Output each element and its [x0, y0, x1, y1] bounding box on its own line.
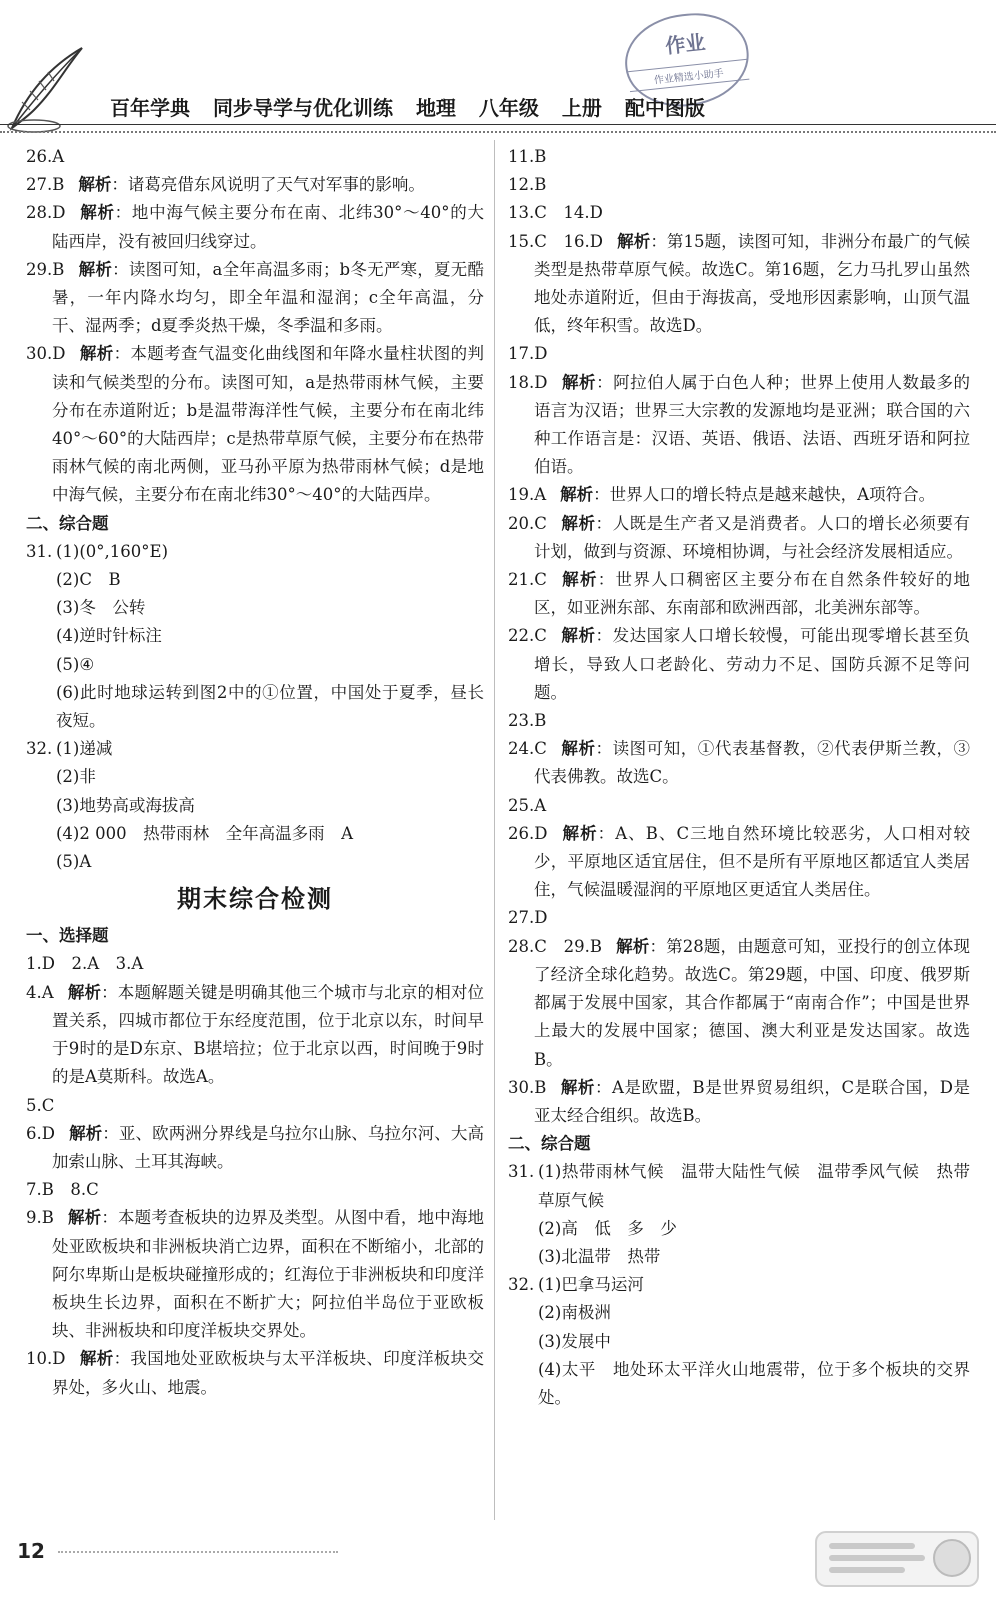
answer-number: 17.D	[508, 344, 548, 364]
sub-answer: (4)太平 地处环太平洋火山地震带，位于多个板块的交界处。	[538, 1359, 970, 1407]
answer-item	[26, 171, 484, 199]
header-rule	[0, 124, 996, 133]
answer-number: 27.D	[508, 908, 548, 928]
answer-number: 27.B	[26, 175, 65, 195]
answer-number: 15.C 16.D	[508, 231, 604, 251]
question-31-number: 31.	[508, 1162, 535, 1182]
answer-number: 10.D	[26, 1349, 66, 1369]
answer-list-left	[26, 143, 484, 510]
answer-item	[26, 1345, 484, 1401]
site-logo-icon	[812, 1528, 982, 1590]
analysis-text: ：世界人口的增长特点是越来越快，A项符合。	[593, 485, 936, 505]
answer-item	[508, 340, 970, 368]
analysis-text: ：本题考查气温变化曲线图和年降水量柱状图的判读和气候类型的分布。读图可知，a是热带雨林气候，主要分布在赤道附近；b是温带海洋性气候，主要分布在南北纬40°～60°的大陆西岸；c是热带草原气候，主要分布在热带雨林气候的南北两侧，亚马孙平原为热带雨林气候；d是地中海气候，主要分布在南北纬30°～40°的大陆西岸。	[52, 344, 485, 505]
question-32-answers	[56, 735, 484, 876]
analysis-text: ：本题解题关键是明确其他三个城市与北京的相对位置关系，四城市都位于东经度范围，位于北京以东，时间早于9时的是D东京、B堪培拉；位于北京以西，时间晚于9时的是A莫斯科。故选A。	[52, 982, 485, 1087]
answer-number: 6.D	[26, 1123, 55, 1143]
section-heading: 二、综合题	[508, 1134, 591, 1154]
answer-number: 30.D	[26, 344, 66, 364]
analysis-text: ：本题考查板块的边界及类型。从图中看，地中海地处亚欧板块和非洲板块消亡边界，面积在不断缩小，北部的阿尔卑斯山是板块碰撞形成的；红海位于非洲板块和印度洋板块生长边界，面积在不断扩大；阿拉伯半岛位于亚欧板块、非洲板块和印度洋板块交界处。	[52, 1208, 485, 1341]
sub-answer: (4)2 000 热带雨林 全年高温多雨 A	[56, 823, 354, 843]
analysis-label: 解析	[616, 936, 650, 956]
analysis-label: 解析	[79, 1349, 114, 1369]
answer-item	[26, 1092, 484, 1120]
answer-number: 9.B	[26, 1208, 54, 1228]
answer-number: 25.A	[508, 795, 547, 815]
volume: 上册	[561, 96, 602, 120]
answer-item	[26, 950, 484, 978]
edition: 配中图版	[624, 96, 705, 120]
sub-answer: (2)非	[56, 767, 96, 787]
section-heading: 一、选择题	[26, 926, 109, 946]
answer-number: 4.A	[26, 982, 54, 1002]
answer-number: 7.B 8.C	[26, 1180, 99, 1200]
answer-number: 23.B	[508, 711, 547, 731]
analysis-text: ：我国地处亚欧板块与太平洋板块、印度洋板块交界处，多火山、地震。	[52, 1349, 485, 1397]
sub-answer: (3)发展中	[538, 1331, 611, 1351]
analysis-label: 解析	[78, 259, 113, 279]
analysis-label: 解析	[67, 982, 102, 1002]
answer-number: 5.C	[26, 1095, 55, 1115]
answer-number: 19.A	[508, 485, 547, 505]
answer-number: 21.C	[508, 570, 547, 590]
answer-item	[26, 979, 484, 1092]
analysis-text: ：第28题，由题意可知，亚投行的创立体现了经济全球化趋势。故选C。第29题，中国、印度、俄罗斯都属于发展中国家，其合作都属于“南南合作”；中国是世界上最大的发展中国家；德国、澳大利亚是发达国家。故选B。	[534, 936, 971, 1069]
sub-answer: (5)④	[56, 654, 95, 674]
answer-number: 26.D	[508, 823, 548, 843]
answer-item	[508, 707, 970, 735]
sub-answer: (2)C B	[56, 570, 121, 590]
brand: 百年学典	[110, 96, 190, 120]
answer-number: 22.C	[508, 626, 547, 646]
answer-item	[508, 228, 970, 341]
section-heading: 二、综合题	[26, 513, 109, 533]
answer-item	[26, 340, 484, 509]
answer-item	[26, 1176, 484, 1204]
analysis-text: ：地中海气候主要分布在南、北纬30°～40°的大陆西岸，没有被回归线穿过。	[52, 203, 484, 251]
answer-item	[26, 256, 484, 341]
sub-answer: (2)南极洲	[538, 1303, 611, 1323]
exam-title: 期末综合检测	[177, 885, 333, 914]
analysis-text: ：A是欧盟，B是世界贸易组织，C是联合国，D是亚太经合组织。故选B。	[534, 1077, 970, 1125]
series: 同步导学与优化训练	[212, 96, 393, 120]
subject: 地理	[415, 96, 456, 120]
answer-number: 28.C 29.B	[508, 936, 603, 956]
answer-item	[26, 1120, 484, 1176]
analysis-label: 解析	[67, 1208, 102, 1228]
answer-item	[508, 510, 970, 566]
answer-number: 20.C	[508, 513, 547, 533]
right-column	[508, 143, 970, 1412]
sub-answer: (4)逆时针标注	[56, 626, 162, 646]
column-divider	[494, 140, 495, 1520]
answer-number: 28.D	[26, 203, 66, 223]
analysis-text: ：读图可知，①代表基督教，②代表伊斯兰教，③代表佛教。故选C。	[534, 739, 970, 787]
analysis-text: ：发达国家人口增长较慢，可能出现零增长甚至负增长，导致人口老龄化、劳动力不足、国防兵源不足等问题。	[534, 626, 970, 702]
question-32-answers	[538, 1271, 970, 1412]
analysis-text: ：世界人口稠密区主要分布在自然条件较好的地区，如亚洲东部、东南部和欧洲西部，北美洲东部等。	[534, 570, 971, 618]
analysis-label: 解析	[78, 175, 112, 195]
answer-number: 1.D 2.A 3.A	[26, 954, 144, 974]
sub-answer: (1)(0°,160°E)	[56, 541, 169, 561]
answer-item	[508, 735, 970, 791]
analysis-label: 解析	[560, 485, 594, 505]
analysis-label: 解析	[617, 231, 651, 251]
answer-item	[508, 481, 970, 509]
answer-item	[508, 904, 970, 932]
sub-answer: (2)高 低 多 少	[538, 1218, 677, 1238]
analysis-label: 解析	[560, 739, 596, 759]
answer-item	[508, 143, 970, 171]
answer-item	[508, 1074, 970, 1130]
analysis-label: 解析	[79, 203, 115, 223]
book-title	[110, 92, 721, 121]
analysis-label: 解析	[560, 626, 596, 646]
answer-item	[508, 820, 970, 905]
answer-number: 12.B	[508, 175, 547, 195]
sub-answer: (3)北温带 热带	[538, 1246, 661, 1266]
answer-number: 13.C 14.D	[508, 203, 603, 223]
answer-item	[26, 199, 484, 255]
answer-number: 11.B	[508, 147, 547, 166]
answer-item	[508, 369, 970, 482]
analysis-label: 解析	[68, 1123, 103, 1143]
analysis-label: 解析	[560, 513, 596, 533]
analysis-text: ：人既是生产者又是消费者。人口的增长必须要有计划，做到与资源、环境相协调，与社会经济发展相适应。	[534, 513, 970, 561]
question-31-answers	[538, 1158, 970, 1271]
page-number: 12	[8, 1534, 54, 1568]
analysis-text: ：A、B、C三地自然环境比较恶劣，人口相对较少，平原地区适宜居住，但不是所有平原地区都适宜人类居住，气候温暖湿润的平原地区更适宜人类居住。	[534, 823, 970, 900]
analysis-label: 解析	[79, 344, 114, 364]
answer-item	[508, 199, 970, 227]
answer-number: 24.C	[508, 739, 547, 759]
question-32-number: 32.	[508, 1275, 535, 1295]
sub-answer: (5)A	[56, 852, 92, 872]
sub-answer: (3)地势高或海拔高	[56, 795, 195, 815]
analysis-text: ：第15题，读图可知，非洲分布最广的气候类型是热带草原气候。故选C。第16题，乞力马扎罗山虽然地处赤道附近，但由于海拔高，受地形因素影响，山顶气温低，终年积雪。故选D。	[534, 231, 970, 336]
feather-logo-icon	[4, 40, 94, 136]
analysis-text: ：诸葛亮借东风说明了天气对军事的影响。	[111, 175, 425, 195]
analysis-label: 解析	[561, 823, 598, 843]
sub-answer: (3)冬 公转	[56, 598, 146, 618]
answer-number: 26.A	[26, 147, 65, 166]
sub-answer: (1)巴拿马运河	[538, 1275, 644, 1295]
answer-item	[26, 1204, 484, 1345]
analysis-label: 解析	[560, 1077, 595, 1097]
answer-item	[508, 171, 970, 199]
question-32-number: 32.	[26, 739, 53, 759]
answer-number: 18.D	[508, 372, 548, 392]
sub-answer: (6)此时地球运转到图2中的①位置，中国处于夏季，昼长夜短。	[56, 682, 484, 731]
answer-item	[508, 792, 970, 820]
question-31-number: 31.	[26, 541, 53, 561]
page-header	[0, 0, 996, 140]
analysis-text: ：亚、欧两洲分界线是乌拉尔山脉、乌拉尔河、大高加索山脉、土耳其海峡。	[52, 1123, 485, 1171]
homework-stamp: 作业 作业精选小助手	[621, 8, 754, 112]
sub-answer: (1)热带雨林气候 温带大陆性气候 温带季风气候 热带草原气候	[538, 1162, 970, 1210]
answer-list-final	[26, 950, 484, 1401]
analysis-label: 解析	[561, 372, 597, 392]
answer-item	[508, 566, 970, 622]
analysis-text: ：阿拉伯人属于白色人种；世界上使用人数最多的语言为汉语；世界三大宗教的发源地均是亚洲；联合国的六种工作语言是：汉语、英语、俄语、法语、西班牙语和阿拉伯语。	[534, 372, 971, 477]
answer-number: 30.B	[508, 1077, 547, 1097]
grade: 八年级	[478, 96, 539, 120]
answer-item	[508, 933, 970, 1074]
answer-item	[26, 143, 484, 171]
answer-number: 29.B	[26, 259, 65, 279]
analysis-text: ：读图可知，a全年高温多雨；b冬无严寒，夏无酷暑，一年内降水均匀，即全年温和湿润；c全年高温，分干、湿两季；d夏季炎热干燥，冬季温和多雨。	[52, 259, 484, 336]
answer-item	[508, 622, 970, 707]
question-31-answers	[56, 538, 484, 735]
answer-list-right	[508, 143, 970, 1130]
sub-answer: (1)递减	[56, 739, 113, 759]
left-column	[26, 143, 484, 1402]
analysis-label: 解析	[560, 570, 598, 590]
